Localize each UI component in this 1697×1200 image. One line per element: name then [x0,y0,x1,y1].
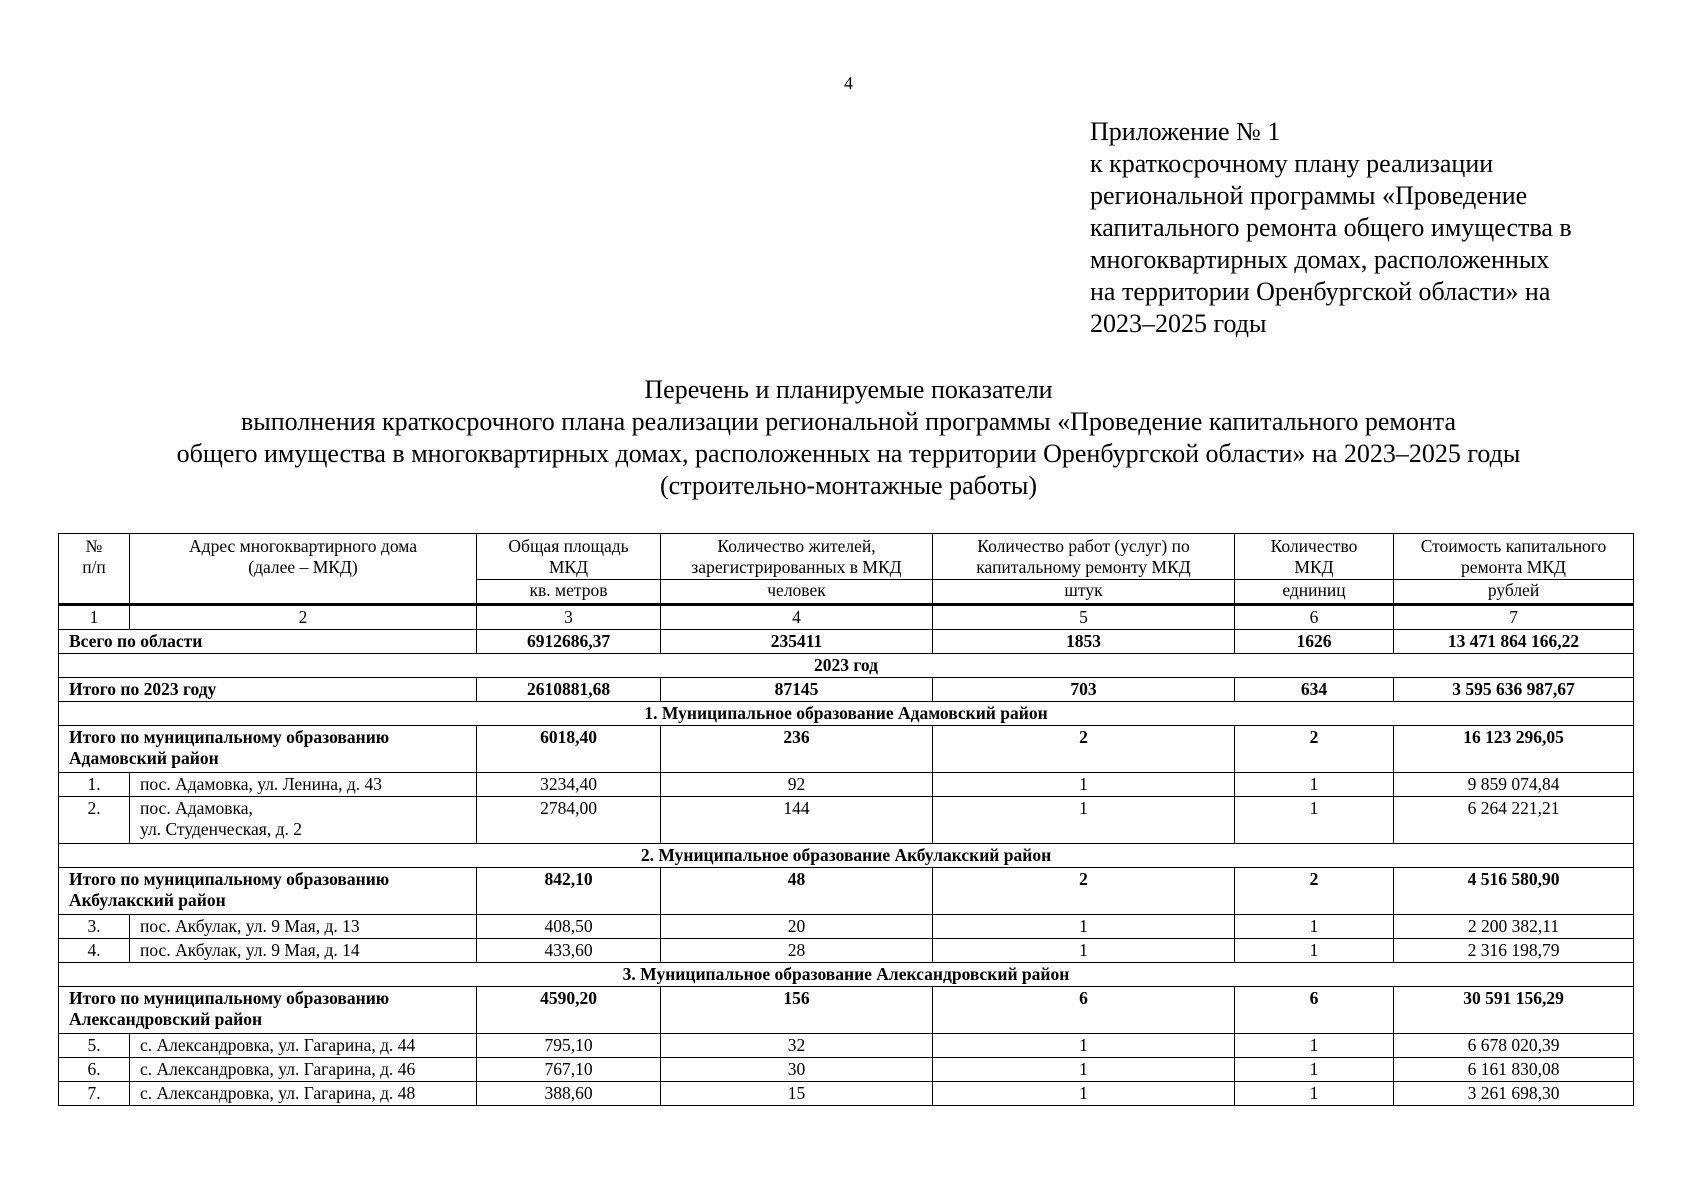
row-address: пос. Акбулак, ул. 9 Мая, д. 14 [130,939,477,963]
row-area: 767,10 [477,1058,661,1082]
table-row [59,915,1634,939]
appendix-line: капитального ремонта общего имущества в [1090,213,1572,242]
appendix-line: 2023–2025 годы [1090,309,1267,338]
grand-total-cost: 13 471 864 166,22 [1394,630,1634,654]
district-total-residents: 236 [661,726,933,773]
row-count: 1 [1235,915,1394,939]
row-num: 2. [59,797,130,844]
district-total-row [59,987,1634,1034]
district-total-count: 6 [1235,987,1394,1034]
district-total-cost: 4 516 580,90 [1394,868,1634,915]
district-total-area: 842,10 [477,868,661,915]
year-heading: 2023 год [59,654,1634,678]
district-total-row [59,868,1634,915]
unit-count: едниниц [1235,580,1394,605]
column-number: 7 [1394,605,1634,630]
district-total-count: 2 [1235,726,1394,773]
header-works: Количество работ (услуг) по капитальному ремонту МКД [933,534,1235,580]
row-cost: 3 261 698,30 [1394,1082,1634,1106]
unit-cost: рублей [1394,580,1634,605]
row-works: 1 [933,915,1235,939]
header-address: Адрес многоквартирного дома (далее – МКД) [130,534,477,605]
row-works: 1 [933,773,1235,797]
row-num: 1. [59,773,130,797]
district-total-works: 2 [933,726,1235,773]
district-heading: 2. Муниципальное образование Акбулакский район [59,844,1634,868]
row-cost: 9 859 074,84 [1394,773,1634,797]
column-number: 3 [477,605,661,630]
table-row [59,1082,1634,1106]
table-row [59,939,1634,963]
grand-total-works: 1853 [933,630,1235,654]
row-area: 433,60 [477,939,661,963]
header-num: № п/п [59,534,130,605]
district-total-residents: 48 [661,868,933,915]
row-address: пос. Акбулак, ул. 9 Мая, д. 13 [130,915,477,939]
column-number: 2 [130,605,477,630]
column-numbers-row [59,605,1634,630]
district-total-area: 4590,20 [477,987,661,1034]
district-heading: 1. Муниципальное образование Адамовский район [59,702,1634,726]
row-residents: 30 [661,1058,933,1082]
district-total-label: Итого по муниципальному образованию Адамовский район [59,726,477,773]
appendix-line: многоквартирных домах, расположенных [1090,245,1550,274]
year-total-count: 634 [1235,678,1394,702]
row-count: 1 [1235,939,1394,963]
row-residents: 92 [661,773,933,797]
row-count: 1 [1235,797,1394,844]
table-row [59,797,1634,844]
district-total-label: Итого по муниципальному образованию Акбулакский район [59,868,477,915]
column-number: 1 [59,605,130,630]
unit-area: кв. метров [477,580,661,605]
row-address: пос. Адамовка, ул. Студенческая, д. 2 [130,797,477,844]
district-total-cost: 30 591 156,29 [1394,987,1634,1034]
row-cost: 6 161 830,08 [1394,1058,1634,1082]
district-total-label: Итого по муниципальному образованию Александровский район [59,987,477,1034]
district-heading-row [59,844,1634,868]
unit-residents: человек [661,580,933,605]
grand-total-residents: 235411 [661,630,933,654]
row-num: 4. [59,939,130,963]
title-line: общего имущества в многоквартирных домах, расположенных на территории Оренбургской области» на 2023–2025 годы [176,439,1521,468]
year-total-cost: 3 595 636 987,67 [1394,678,1634,702]
row-works: 1 [933,1082,1235,1106]
column-number: 5 [933,605,1235,630]
row-area: 795,10 [477,1034,661,1058]
column-number: 4 [661,605,933,630]
district-heading-row [59,963,1634,987]
table-row [59,1034,1634,1058]
row-count: 1 [1235,773,1394,797]
row-cost: 6 678 020,39 [1394,1034,1634,1058]
row-address: с. Александровка, ул. Гагарина, д. 48 [130,1082,477,1106]
district-total-cost: 16 123 296,05 [1394,726,1634,773]
row-area: 3234,40 [477,773,661,797]
appendix-line: на территории Оренбургской области» на [1090,277,1551,306]
row-num: 5. [59,1034,130,1058]
row-num: 6. [59,1058,130,1082]
year-total-residents: 87145 [661,678,933,702]
district-heading-row [59,702,1634,726]
district-total-residents: 156 [661,987,933,1034]
row-residents: 144 [661,797,933,844]
table-row [59,773,1634,797]
row-residents: 15 [661,1082,933,1106]
year-total-label: Итого по 2023 году [59,678,477,702]
appendix-line: Приложение № 1 [1090,117,1281,146]
row-count: 1 [1235,1058,1394,1082]
indicators-table [58,533,1634,1106]
row-residents: 32 [661,1034,933,1058]
district-heading: 3. Муниципальное образование Александровский район [59,963,1634,987]
title-line: выполнения краткосрочного плана реализации региональной программы «Проведение капитального ремонта [241,407,1456,436]
district-total-area: 6018,40 [477,726,661,773]
unit-works: штук [933,580,1235,605]
grand-total-count: 1626 [1235,630,1394,654]
title-line: Перечень и планируемые показатели [644,375,1053,404]
row-num: 7. [59,1082,130,1106]
row-address: с. Александровка, ул. Гагарина, д. 46 [130,1058,477,1082]
district-total-row [59,726,1634,773]
year-total-works: 703 [933,678,1235,702]
year-total-row [59,678,1634,702]
header-row [59,534,1634,580]
row-area: 2784,00 [477,797,661,844]
row-count: 1 [1235,1082,1394,1106]
grand-total-area: 6912686,37 [477,630,661,654]
year-total-area: 2610881,68 [477,678,661,702]
row-works: 1 [933,1058,1235,1082]
page-number: 4 [844,73,853,93]
row-works: 1 [933,797,1235,844]
district-total-works: 2 [933,868,1235,915]
row-works: 1 [933,939,1235,963]
header-residents: Количество жителей, зарегистрированных в МКД [661,534,933,580]
column-number: 6 [1235,605,1394,630]
district-total-count: 2 [1235,868,1394,915]
year-heading-row [59,654,1634,678]
row-residents: 28 [661,939,933,963]
header-cost: Стоимость капитального ремонта МКД [1394,534,1634,580]
row-address: с. Александровка, ул. Гагарина, д. 44 [130,1034,477,1058]
row-address: пос. Адамовка, ул. Ленина, д. 43 [130,773,477,797]
row-cost: 6 264 221,21 [1394,797,1634,844]
title-line: (строительно-монтажные работы) [660,471,1037,500]
district-total-works: 6 [933,987,1235,1034]
row-count: 1 [1235,1034,1394,1058]
grand-total-label: Всего по области [59,630,477,654]
document-title [0,374,1697,502]
appendix-line: региональной программы «Проведение [1090,181,1528,210]
row-area: 408,50 [477,915,661,939]
row-residents: 20 [661,915,933,939]
grand-total-row [59,630,1634,654]
row-area: 388,60 [477,1082,661,1106]
table-row [59,1058,1634,1082]
appendix-note [1090,116,1650,340]
row-num: 3. [59,915,130,939]
row-works: 1 [933,1034,1235,1058]
header-area: Общая площадь МКД [477,534,661,580]
header-count: Количество МКД [1235,534,1394,580]
row-cost: 2 316 198,79 [1394,939,1634,963]
appendix-line: к краткосрочному плану реализации [1090,149,1494,178]
row-cost: 2 200 382,11 [1394,915,1634,939]
